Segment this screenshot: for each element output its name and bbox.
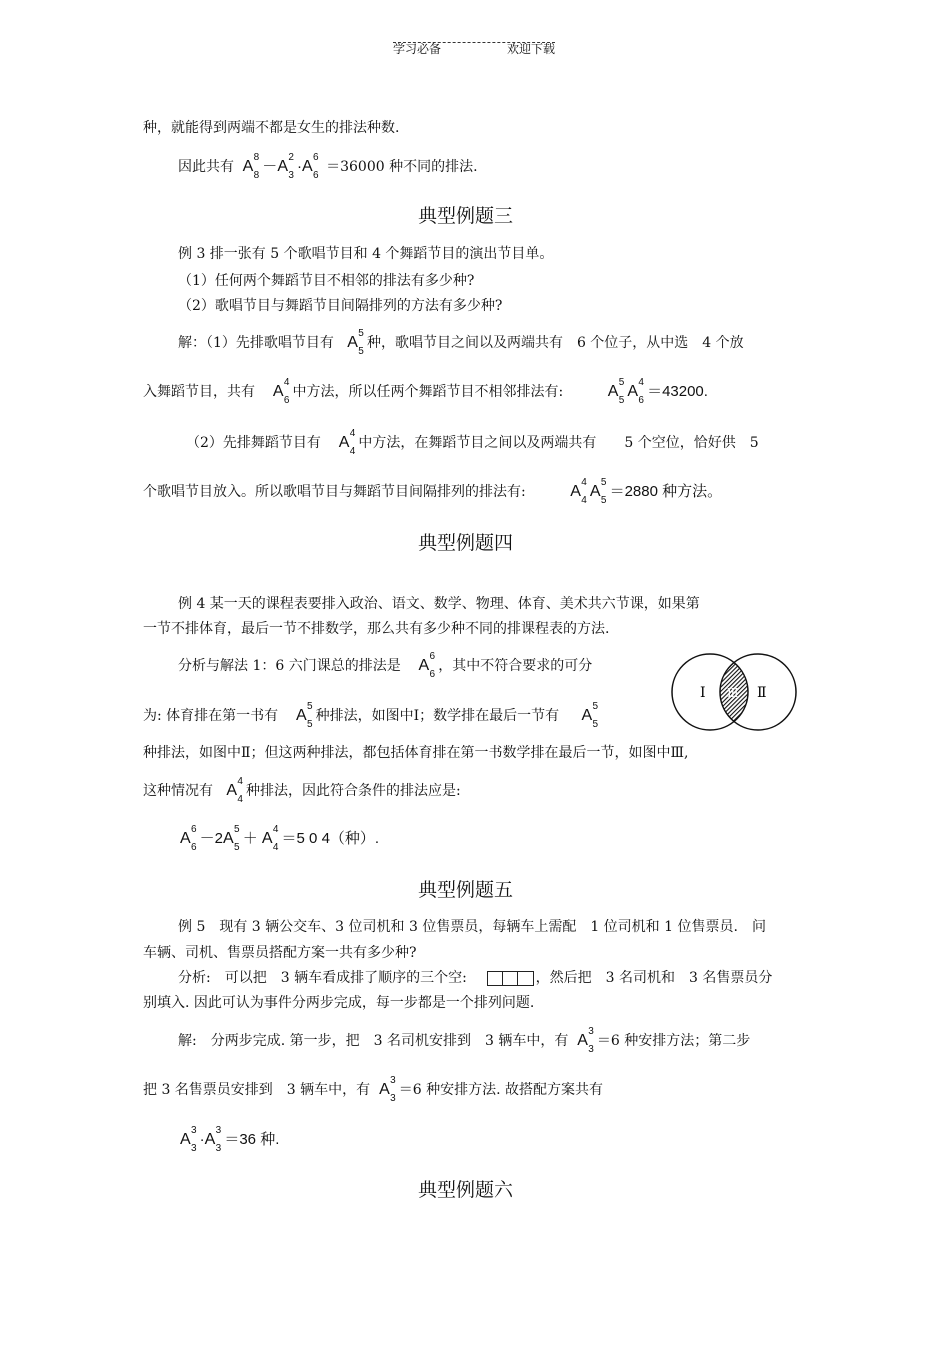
- text-line: 例 3 排一张有 5 个歌唱节目和 4 个舞蹈节目的演出节目单。: [178, 246, 554, 262]
- text-line: 例 5 现有 3 辆公交车、3 位司机和 3 位售票员，每辆车上需配 1 位司机和 1 位售票员. 问: [178, 919, 766, 935]
- section-title: 典型例题六: [418, 1179, 514, 1201]
- text-line: 别填入. 因此可认为事件分两步完成，每一步都是一个排列问题.: [143, 995, 535, 1011]
- text-line: 入舞蹈节目，共有 A 4 6 中方法，所以任两个舞蹈节目不相邻排法有: A 5 5 A 4 6 ＝43200.: [143, 377, 708, 406]
- section-title: 典型例题三: [418, 205, 514, 227]
- text-line: 为: 体育排在第一书有 A 5 5 种排法，如图中Ⅰ；数学排在最后一节有 A 5 5: [143, 701, 599, 730]
- text-line: 把 3 名售票员安排到 3 辆车中，有 A 3 3 ＝6 种安排方法. 故搭配方案共有: [143, 1075, 604, 1104]
- venn-label-center: Ⅲ: [727, 686, 739, 700]
- text-line: 种排法，如图中Ⅱ；但这两种排法，都包括体育排在第一书数学排在最后一节，如图中Ⅲ,: [143, 745, 689, 761]
- text-line: 种，就能得到两端不都是女生的排法种数.: [143, 120, 400, 136]
- section-title: 典型例题四: [418, 532, 514, 554]
- formula: A 3 3 ·A 3 3 ＝36 种.: [180, 1125, 280, 1154]
- venn-diagram: [668, 650, 800, 734]
- venn-label-left: Ⅰ: [700, 685, 706, 701]
- venn-label-right: Ⅱ: [757, 685, 767, 701]
- text-line: 分析: 可以把 3 辆车看成排了顺序的三个空: ，然后把 3 名司机和 3 名售票员分: [178, 970, 773, 986]
- text-line: 解：（1）先排歌唱节目有 A 5 5 种，歌唱节目之间以及两端共有 6 个位子，从中选 4 个放: [178, 328, 744, 357]
- header-right: 欢迎下载: [506, 42, 555, 56]
- three-empty-boxes: [487, 971, 534, 986]
- text-line: （2）歌唱节目与舞蹈节目间隔排列的方法有多少种?: [178, 298, 503, 314]
- page-header: [393, 40, 555, 56]
- section-title: 典型例题五: [418, 879, 514, 901]
- text-line: 分析与解法 1：6 六门课总的排法是 A 6 6 ，其中不符合要求的可分: [178, 651, 593, 680]
- text-line: 这种情况有 A 4 4 种排法，因此符合条件的排法应是:: [143, 776, 461, 805]
- text-line: （2）先排舞蹈节目有 A 4 4 中方法，在舞蹈节目之间以及两端共有 5 个空位，恰好供 5: [186, 428, 759, 457]
- text-line: 一节不排体育，最后一节不排数学，那么共有多少种不同的排课程表的方法.: [143, 621, 610, 637]
- text-line: （1）任何两个舞蹈节目不相邻的排法有多少种?: [178, 273, 475, 289]
- text-line: 因此共有 A 8 8 －A 2 3 ·A 6 6 ＝36000 种不同的排法.: [178, 152, 478, 181]
- formula: A 6 6 －2A 5 5 ＋ A 4 4 ＝5 0 4（种）.: [180, 824, 380, 853]
- text-line: 车辆、司机、售票员搭配方案一共有多少种?: [143, 945, 417, 961]
- text-line: 解: 分两步完成. 第一步，把 3 名司机安排到 3 辆车中，有 A 3 3 ＝6 种安排方法；第二步: [178, 1026, 751, 1055]
- header-left: 学习必备: [393, 42, 442, 56]
- text-line: 例 4 某一天的课程表要排入政治、语文、数学、物理、体育、美术共六节课，如果第: [178, 596, 700, 612]
- text-line: 个歌唱节目放入。所以歌唱节目与舞蹈节目间隔排列的排法有: A 4 4 A 5 5 ＝2880 种方法。: [143, 477, 723, 506]
